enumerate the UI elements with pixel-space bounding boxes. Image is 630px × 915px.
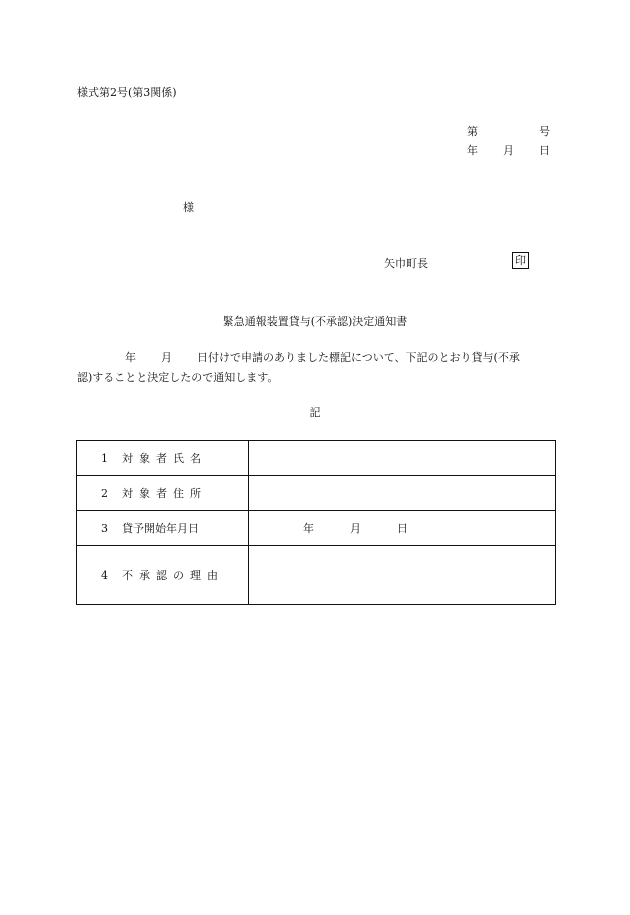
- issue-date-month: 月: [503, 144, 514, 157]
- issuer-name: 矢巾町長: [384, 257, 428, 270]
- body-year: 年: [125, 351, 136, 364]
- row-number: 2: [101, 487, 108, 500]
- document-title: 緊急通報装置貸与(不承認)決定通知書: [222, 315, 408, 328]
- rejection-reason-value[interactable]: [249, 546, 556, 605]
- addressee-suffix: 様: [183, 201, 194, 214]
- document-number-label: 第: [467, 125, 478, 138]
- issue-date-year: 年: [467, 144, 478, 157]
- row-label: 対象者住所: [122, 487, 207, 500]
- row-label-cell: [77, 511, 249, 546]
- body-month: 月: [161, 351, 172, 364]
- detail-table: [76, 440, 556, 605]
- table-row: [77, 476, 556, 511]
- row-label-cell: [77, 441, 249, 476]
- table-row: [77, 441, 556, 476]
- subject-address-value[interactable]: [249, 476, 556, 511]
- table-row: [77, 546, 556, 605]
- row-label: 対象者氏名: [122, 452, 207, 465]
- row-label: 貸予開始年月日: [122, 522, 199, 535]
- document-number-suffix: 号: [539, 125, 550, 138]
- form-number: 様式第2号(第3関係): [77, 86, 177, 99]
- row-label: 不承認の理由: [122, 569, 224, 582]
- loan-start-month: 月: [350, 522, 361, 535]
- table-row: [77, 511, 556, 546]
- row-label-cell: [77, 476, 249, 511]
- loan-start-day: 日: [397, 522, 408, 535]
- ki-heading: 記: [309, 406, 321, 419]
- row-number: 4: [101, 569, 108, 582]
- body-text-rest: 日付けで申請のありました標記について、下記のとおり貸与(不承: [197, 351, 520, 364]
- body-text-line-2: 認)することと決定したので通知します。: [77, 371, 279, 384]
- loan-start-year: 年: [303, 522, 314, 535]
- seal-stamp: 印: [512, 252, 529, 269]
- row-number: 1: [101, 452, 108, 465]
- loan-start-date-value[interactable]: [249, 511, 556, 546]
- subject-name-value[interactable]: [249, 441, 556, 476]
- issue-date-day: 日: [539, 144, 550, 157]
- row-number: 3: [101, 522, 108, 535]
- row-label-cell: [77, 546, 249, 605]
